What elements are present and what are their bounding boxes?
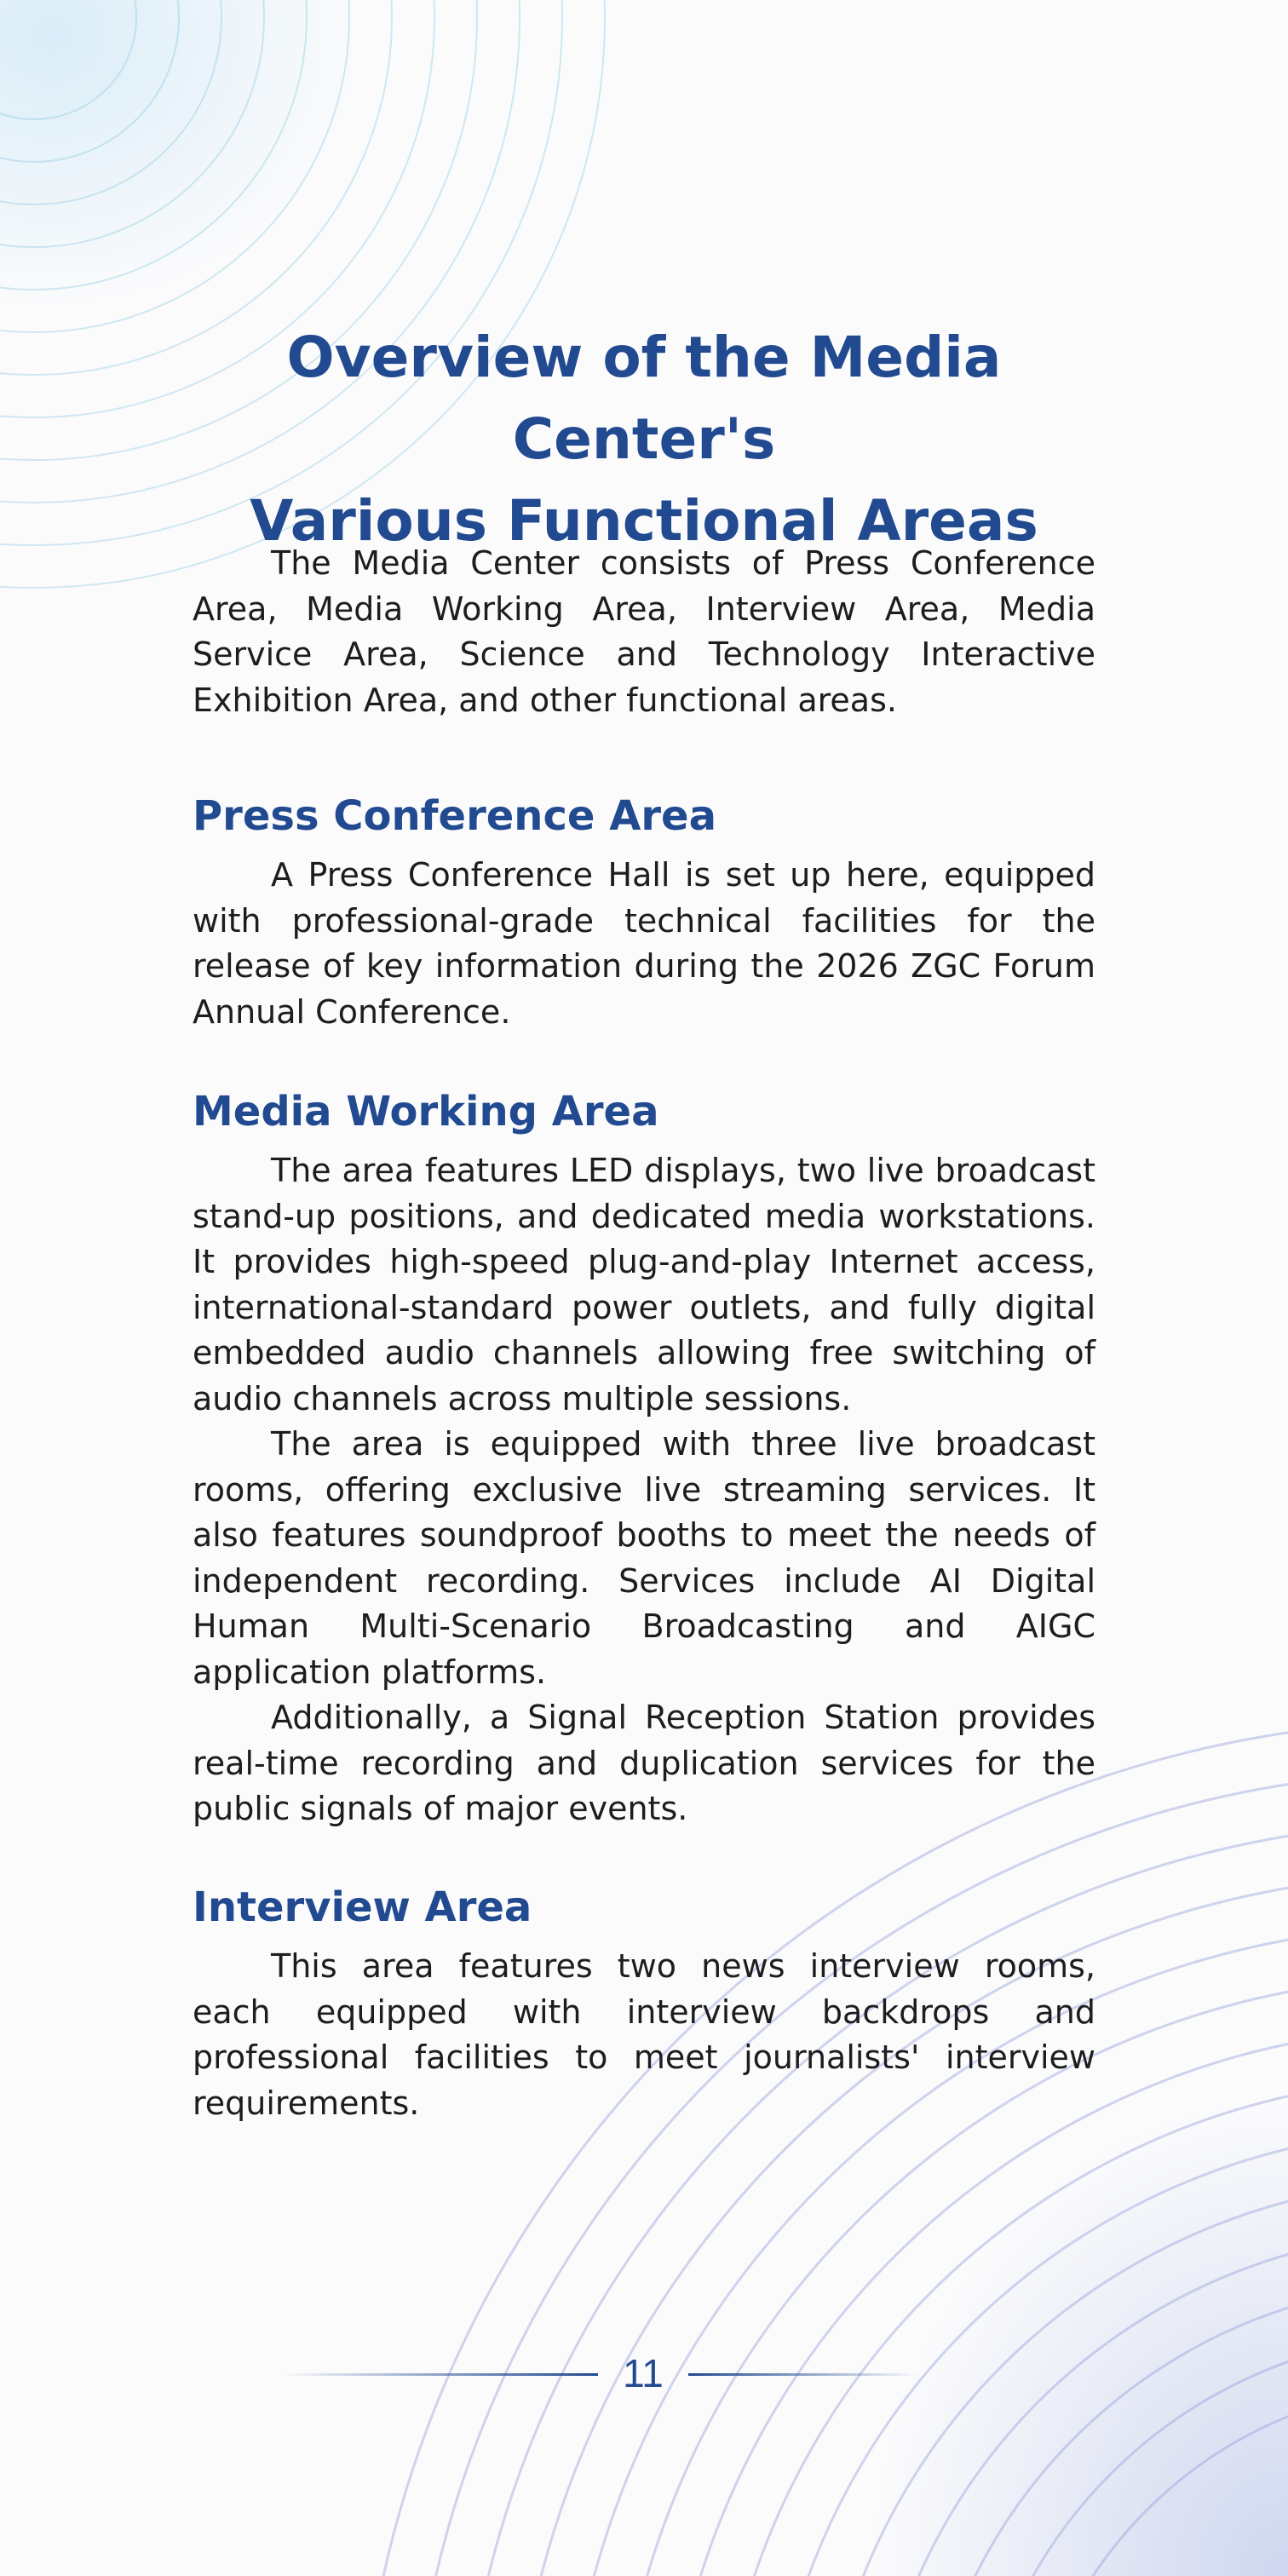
footer-rule-right <box>688 2373 918 2376</box>
section-heading: Interview Area <box>193 1883 532 1931</box>
page-number: 11 <box>623 2351 664 2395</box>
section-paragraph: A Press Conference Hall is set up here, equipped with professional-grade technical facilities for the release of key information during the 2026 ZGC Forum Annual Conference. <box>193 856 1095 1031</box>
section-heading: Media Working Area <box>193 1088 659 1136</box>
section-paragraph: Additionally, a Signal Reception Station provides real-time recording and duplication services for the public signals of major events. <box>193 1699 1095 1827</box>
page-title-line-2: Various Functional Areas <box>250 488 1038 554</box>
section-media-working <box>193 1084 1095 1832</box>
section-paragraph: The area features LED displays, two live broadcast stand-up positions, and dedicated media workstations. It provides high-speed plug-and-play Internet access, international-standard power outlets, and fully digital embedded audio channels allowing free switching of audio channels across multiple sessions. <box>193 1152 1095 1417</box>
section-paragraph: This area features two news interview rooms, each equipped with interview backdrops and professional facilities to meet journalists' interview requirements. <box>193 1947 1095 2122</box>
intro-paragraph: The Media Center consists of Press Conference Area, Media Working Area, Interview Area, Media Service Area, Science and Technology Interactive Exhibition Area, and other functional areas. <box>193 544 1095 719</box>
page-footer <box>0 2343 1288 2402</box>
footer-rule-left <box>281 2373 598 2376</box>
section-press-conference <box>193 788 1095 1035</box>
section-paragraph: The area is equipped with three live broadcast rooms, offering exclusive live streaming services. It also features soundproof booths to meet the needs of independent recording. Services include AI Digital Human Multi-Scenario Broadcasting and AIGC application platforms. <box>193 1425 1095 1691</box>
page-title <box>193 317 1095 562</box>
section-heading: Press Conference Area <box>193 792 716 840</box>
page-title-line-1: Overview of the Media Center's <box>286 325 1002 472</box>
section-interview <box>193 1879 1095 2126</box>
